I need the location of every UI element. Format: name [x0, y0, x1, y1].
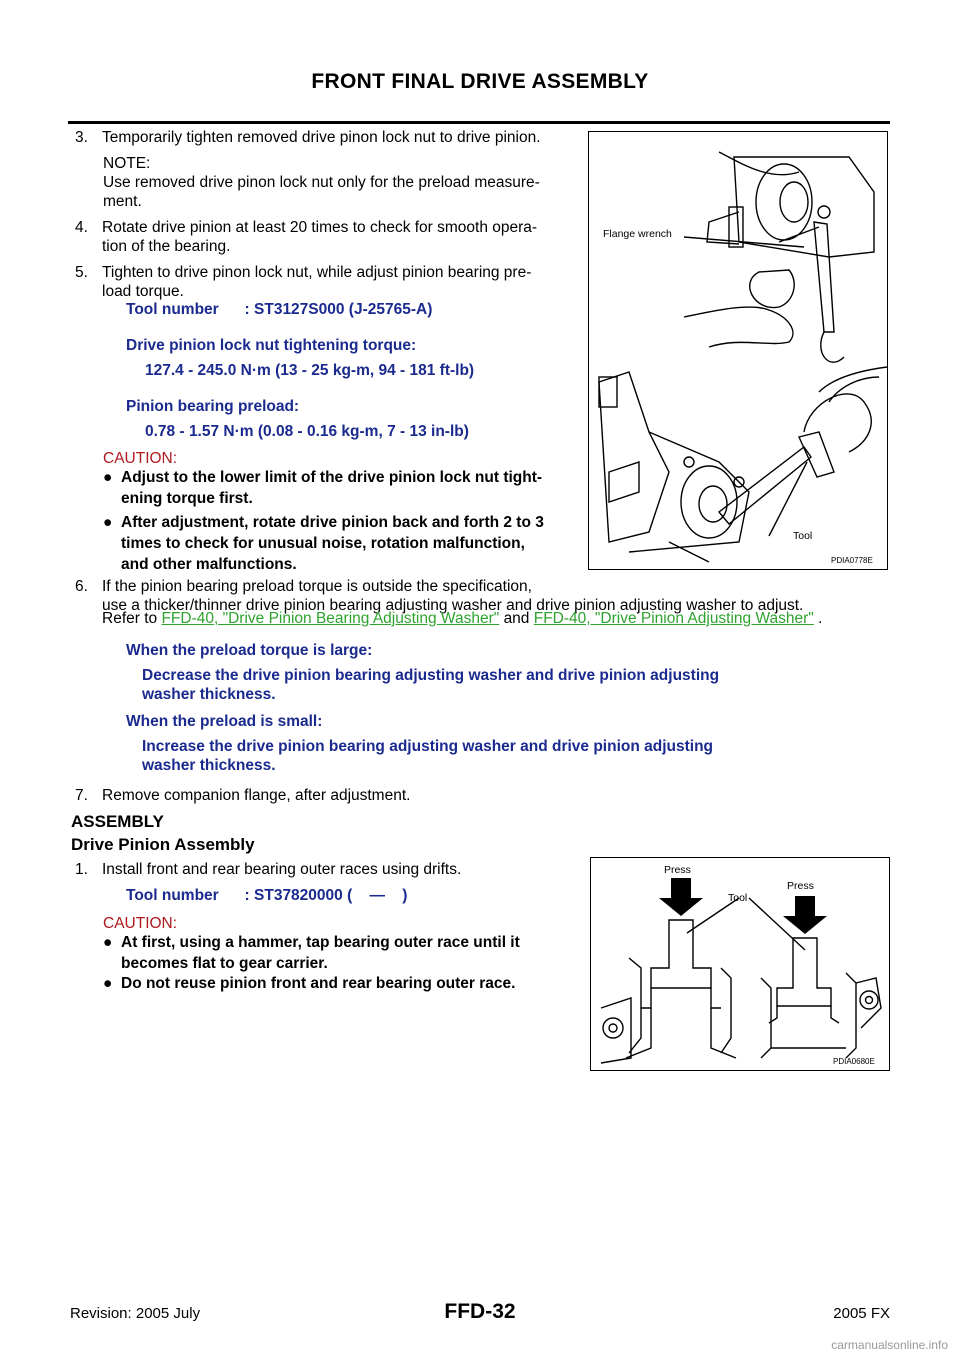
caution-1-bullet-2-line-2: times to check for unusual noise, rotation malfunction, — [121, 535, 525, 552]
small-preload-line-1: Increase the drive pinion bearing adjusting washer and drive pinion adjusting — [142, 738, 714, 755]
end-text: . — [818, 610, 823, 627]
title-rule — [68, 121, 890, 124]
page-title: FRONT FINAL DRIVE ASSEMBLY — [311, 70, 649, 93]
preload-label: Pinion bearing preload: — [126, 398, 300, 415]
caution-1-bullet-1 — [103, 467, 580, 509]
torque-value: 127.4 - 245.0 N·m (13 - 25 kg-m, 94 - 181 ft-lb) — [145, 362, 475, 379]
step-4-line-2: tion of the bearing. — [102, 238, 231, 255]
caution-1-bullet-2 — [103, 512, 580, 575]
step-7-text: Remove companion flange, after adjustment. — [102, 787, 411, 804]
small-preload-label: When the preload is small: — [126, 713, 323, 730]
note-line-2: ment. — [103, 193, 142, 210]
large-preload-label: When the preload torque is large: — [126, 642, 373, 659]
flange-wrench-illustration — [589, 132, 887, 569]
step-4-line-1: Rotate drive pinion at least 20 times to check for smooth opera- — [102, 219, 538, 236]
model-year: 2005 FX — [833, 1305, 890, 1322]
press-tool-illustration — [591, 858, 889, 1070]
revision-date: Revision: 2005 July — [70, 1305, 201, 1322]
note-label: NOTE: — [103, 155, 151, 172]
caution-2-label: CAUTION: — [103, 915, 178, 932]
step-3-text: Temporarily tighten removed drive pinon lock nut to drive pinion. — [102, 129, 541, 146]
step-5-line-1: Tighten to drive pinon lock nut, while adjust pinion bearing pre- — [102, 264, 532, 281]
step-6-number: 6. — [75, 578, 88, 595]
tool-number-1: Tool number : ST3127S000 (J-25765-A) — [126, 301, 433, 318]
figure-press-tool — [590, 857, 890, 1071]
and-text: and — [503, 610, 530, 627]
tool-label: Tool — [728, 892, 748, 904]
caution-2-bullet-2-line-1: Do not reuse pinion front and rear bearing outer race. — [121, 975, 516, 992]
page-number: FFD-32 — [444, 1300, 516, 1323]
step-6-refer-line — [102, 608, 822, 629]
bullet-icon: ● — [103, 975, 113, 992]
refer-text: Refer to — [102, 610, 158, 627]
step-5-line-2: load torque. — [102, 283, 184, 300]
assembly-heading: ASSEMBLY — [71, 812, 164, 831]
bullet-icon: ● — [103, 514, 113, 531]
step-3-number: 3. — [75, 129, 88, 146]
figure-flange-wrench — [588, 131, 888, 570]
flange-wrench-label: Flange wrench — [603, 228, 672, 240]
caution-1-bullet-1-line-1: Adjust to the lower limit of the drive pinion lock nut tight- — [121, 469, 543, 486]
preload-value: 0.78 - 1.57 N·m (0.08 - 0.16 kg-m, 7 - 13 in-lb) — [145, 423, 469, 440]
caution-2-bullet-1 — [103, 932, 580, 974]
figure-code: PDIA0778E — [831, 556, 873, 565]
link-bearing-adjusting-washer[interactable]: FFD-40, "Drive Pinion Bearing Adjusting Washer" — [161, 610, 500, 627]
drive-pinion-assembly-heading: Drive Pinion Assembly — [71, 835, 255, 854]
step-4-number: 4. — [75, 219, 88, 236]
caution-2-bullet-1-line-1: At first, using a hammer, tap bearing outer race until it — [121, 934, 520, 951]
note-line-1: Use removed drive pinon lock nut only for the preload measure- — [103, 174, 540, 191]
large-preload-line-1: Decrease the drive pinion bearing adjusting washer and drive pinion adjusting — [142, 667, 720, 684]
small-preload-line-2: washer thickness. — [142, 757, 276, 774]
caution-1-bullet-1-line-2: ening torque first. — [121, 490, 253, 507]
bullet-icon: ● — [103, 469, 113, 486]
step-7-number: 7. — [75, 787, 88, 804]
step-6-line-2: use a thicker/thinner drive pinion bearing adjusting washer and drive pinion adjusting washer to adjust. — [102, 597, 804, 614]
caution-1-label: CAUTION: — [103, 450, 178, 467]
caution-1-bullet-2-line-3: and other malfunctions. — [121, 556, 297, 573]
caution-1-bullet-2-line-1: After adjustment, rotate drive pinion back and forth 2 to 3 — [121, 514, 544, 531]
step-5-number: 5. — [75, 264, 88, 281]
torque-label: Drive pinion lock nut tightening torque: — [126, 337, 417, 354]
tool-label: Tool — [793, 530, 813, 542]
press-left-label: Press — [664, 864, 691, 876]
caution-2-bullet-1-line-2: becomes flat to gear carrier. — [121, 955, 328, 972]
caution-2-bullet-2 — [103, 973, 580, 994]
assembly-step-1-number: 1. — [75, 861, 88, 878]
large-preload-line-2: washer thickness. — [142, 686, 276, 703]
figure-code: PDIA0680E — [833, 1057, 875, 1066]
watermark: carmanualsonline.info — [831, 1338, 948, 1352]
assembly-step-1-text: Install front and rear bearing outer races using drifts. — [102, 861, 462, 878]
press-right-label: Press — [787, 880, 814, 892]
step-6-line-1: If the pinion bearing preload torque is outside the specification, — [102, 578, 532, 595]
bullet-icon: ● — [103, 934, 113, 951]
tool-number-2: Tool number : ST37820000 ( — ) — [126, 887, 408, 904]
link-pinion-adjusting-washer[interactable]: FFD-40, "Drive Pinion Adjusting Washer" — [533, 610, 814, 627]
